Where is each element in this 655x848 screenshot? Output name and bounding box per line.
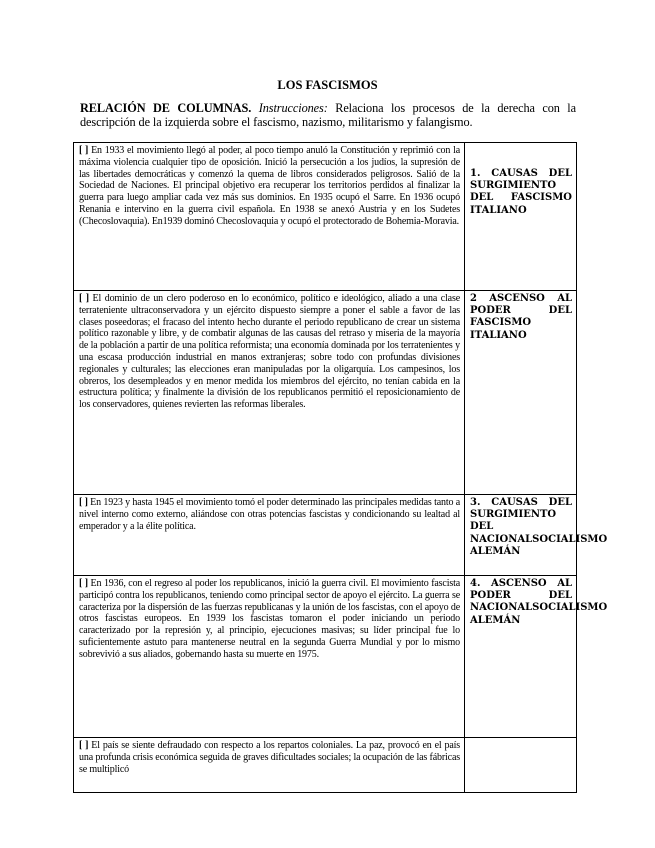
- table-row: [74, 576, 577, 738]
- option-cell: [465, 291, 577, 495]
- instructions-lead: RELACIÓN DE COLUMNAS.: [80, 101, 252, 115]
- description-text: El país se siente defraudado con respecto a los repartos coloniales. La paz, provocó en el país una profunda crisis económica seguida de graves dificultades sociales; la ocupación de las fábricas se multiplicó: [79, 740, 460, 775]
- instructions-text: Relaciona los procesos de la derecha con la descripción de la izquierda sobre el fascismo, nazismo, militarismo y falangismo.: [80, 101, 576, 129]
- table-row: [74, 738, 577, 793]
- description-text: En 1923 y hasta 1945 el movimiento tomó el poder determinado las principales medidas tanto a nivel interno como externo, aliándose con otras potencias fascistas y condicionando su lealtad al emperador y a la élite política.: [79, 497, 460, 532]
- option-text: 2 ASCENSO AL PODER DEL FASCISMO ITALIANO: [470, 293, 572, 341]
- table-row: [74, 291, 577, 495]
- description-cell: [74, 143, 465, 291]
- instructions-label: Instrucciones:: [258, 101, 328, 115]
- option-text: 3. CAUSAS DEL SURGIMIENTO DEL NACIONALSOCIALISMO ALEMÁN: [470, 497, 608, 557]
- answer-bracket[interactable]: [ ]: [79, 497, 88, 508]
- answer-bracket[interactable]: [ ]: [79, 145, 89, 156]
- option-cell: [465, 738, 577, 793]
- table-row: [74, 143, 577, 291]
- answer-bracket[interactable]: [ ]: [79, 740, 89, 751]
- option-cell: [465, 495, 608, 576]
- answer-bracket[interactable]: [ ]: [79, 578, 88, 589]
- description-cell: [74, 495, 465, 576]
- answer-bracket[interactable]: [ ]: [79, 293, 89, 304]
- option-text: 1. CAUSAS DEL SURGIMIENTO DEL FASCISMO ITALIANO: [470, 168, 572, 216]
- description-text: En 1936, con el regreso al poder los republicanos, inició la guerra civil. El movimiento fascista participó contra los republicanos, teniendo como principal sector de apoyo el ejército. La guerra se caracteriza por la dispersión de las fuerzas republicanas y la unión de los fascistas, con el apoyo de otros fascistas europeos. En 1939 los fascistas tomaron el poder iniciando un periodo caracterizado por la represión y, al principio, ejecuciones masivas; su líder principal fue lo suficientemente astuto para mantenerse neutral en la segunda Guerra Mundial y por lo mismo sobrevivió a sus aliados, gobernando hasta su muerte en 1975.: [79, 578, 460, 660]
- description-text: El dominio de un clero poderoso en lo económico, político e ideológico, aliado a una clase terrateniente ultraconservadora y un ejército dispuesto siempre a poner el sable a favor de las clases poseedoras; el fracaso del intento hecho durante el periodo republicano de crear un sistema político razonable y libre, y de combatir algunas de las causas del retraso y miseria de la mayoría de la población a partir de una política reformista; una economía dominada por los terratenientes y una escasa producción industrial en manos extranjeras; sobre todo con profundas divisiones regionales y culturales; las elecciones eran manipuladas por la oligarquía. Los campesinos, los obreros, los desempleados y en menor medida los miembros del ejército, no tenían cabida en la estructura política; y finalmente la división de los republicanos permitió el reposicionamiento de los conservadores, quienes revierten las reformas liberales.: [79, 293, 460, 411]
- table-row: [74, 495, 577, 576]
- matching-table: [73, 142, 608, 793]
- instructions: [80, 101, 576, 129]
- description-text: En 1933 el movimiento llegó al poder, al poco tiempo anuló la Constitución y reprimió con la máxima violencia cualquier tipo de oposición. Inició la persecución a los judíos, la supresión de las libertades democráticas y comenzó la quema de libros considerados peligrosos. Salió de la Sociedad de Naciones. El principal objetivo era recuperar los territorios perdidos al finalizar la guerra para luego ampliar cada vez más sus dominios. En 1935 ocupó el Sarre. En 1936 ocupó Renania e intervino en la guerra civil española. En 1938 se anexó Austria y en los Sudetes (Checoslovaquia). En1939 dominó Checoslovaquia y ocupó el protectorado de Bohemia-Moravia.: [79, 145, 460, 227]
- description-cell: [74, 291, 465, 495]
- option-cell: [465, 143, 577, 291]
- page-title: LOS FASCISMOS: [277, 78, 378, 92]
- description-cell: [74, 738, 465, 793]
- option-text: 4. ASCENSO AL PODER DEL NACIONALSOCIALISMO ALEMÁN: [470, 578, 608, 626]
- description-cell: [74, 576, 465, 738]
- option-cell: [465, 576, 608, 738]
